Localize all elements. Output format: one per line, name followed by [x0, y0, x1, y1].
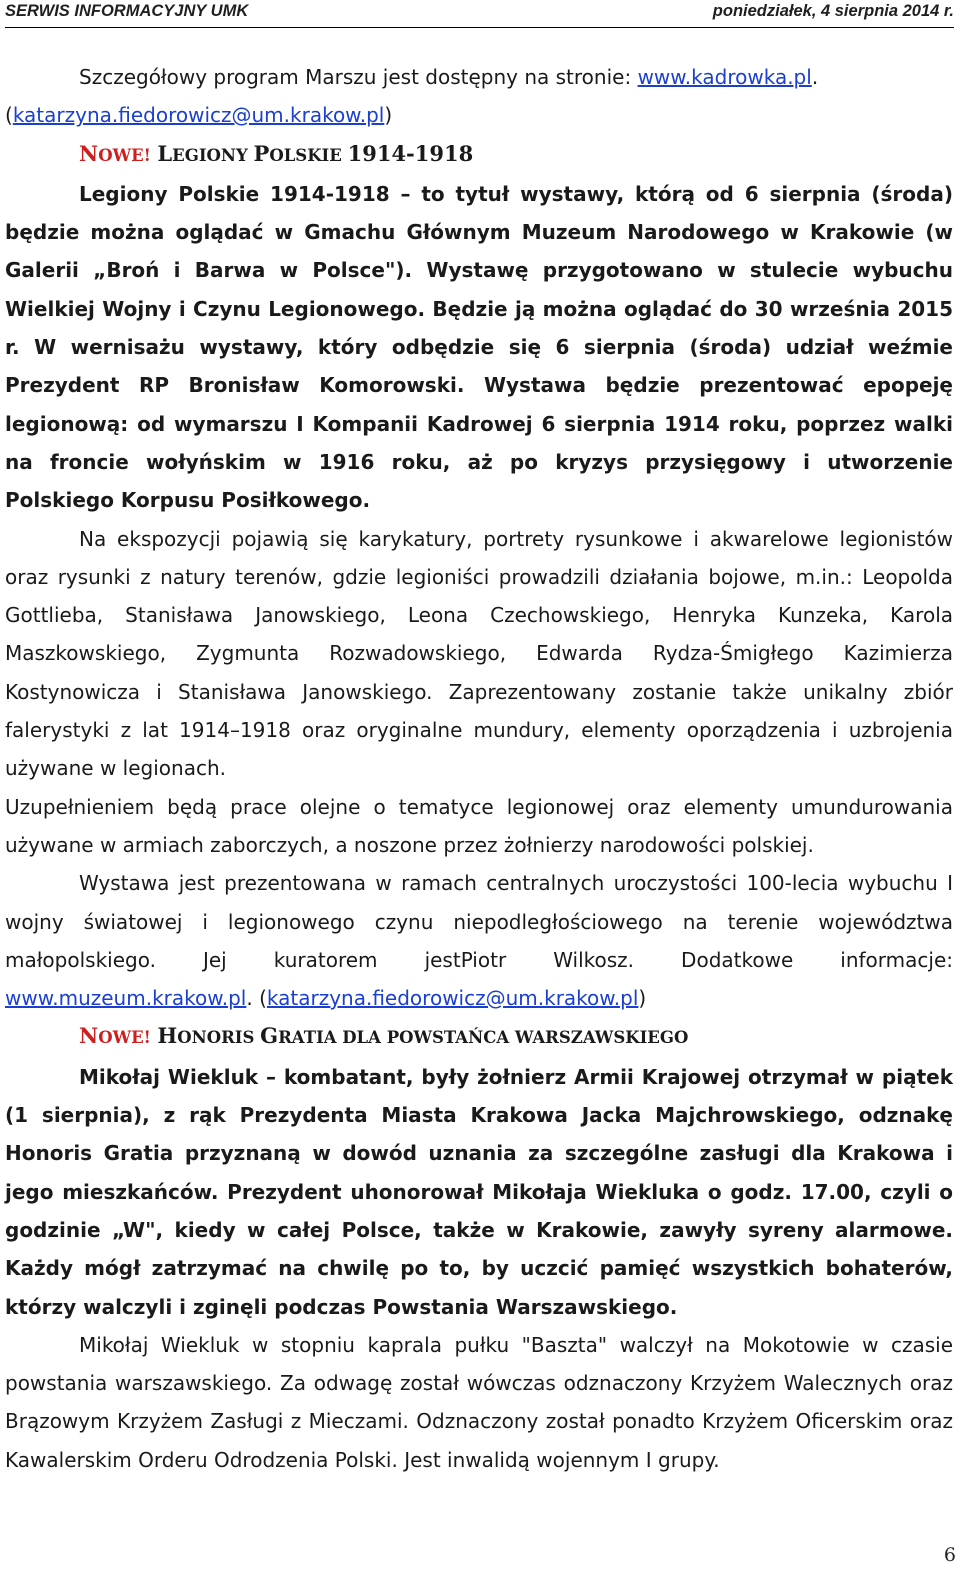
article-lead-legiony: Legiony Polskie 1914-1918 – to tytuł wystawy, którą od 6 sierpnia (środa) będzie można oglądać w Gmachu Głównym Muzeum Narodowego w Krakowie (w Galerii „Broń i Barwa w Polsce"). Wystawę przygotowano w stulecie wybuchu Wielkiej Wojny i Czynu Legionowego. Będzie ją można oglądać do 30 września 2015 r. W wernisażu wystawy, który odbędzie się 6 sierpnia (środa) udział weźmie Prezydent RP Bronisław Komorowski. Wystawa będzie prezentować epopeję legionową: od wymarszu I Kompanii Kadrowej 6 sierpnia 1914 roku, poprzez walki na froncie wołyńskim w 1916 roku, aż po kryzys przysięgowy i utworzenie Polskiego Korpusu Posiłkowego.	[5, 181, 953, 513]
new-badge-first: N	[79, 1023, 99, 1049]
header-date: poniedziałek, 4 sierpnia 2014 r.	[712, 2, 954, 20]
intro-email-link[interactable]: katarzyna.fiedorowicz@um.krakow.pl	[12, 103, 385, 128]
article-heading-honoris: NOWE! HONORIS GRATIA DLA POWSTAŃCA WARSZAWSKIEGO	[79, 1023, 689, 1049]
article-paragraph-supplement: Uzupełnieniem będą prace olejne o tematyce legionowej oraz elementy umundurowania używane w armiach zaborczych, a noszone przez żołnierzy narodowości polskiej.	[5, 794, 953, 857]
new-badge-rest: OWE!	[98, 1028, 151, 1048]
article-paragraph-exposition: Na ekspozycji pojawią się karykatury, portrety rysunkowe i akwarelowe legionistów oraz rysunki z natury terenów, gdzie legioniści prowadzili działania bojowe, m.in.: Leopolda Gottlieba, Stanisława Janowskiego, Leona Czechowskiego, Henryka Kunzeka, Karola Maszkowskiego, Zygmunta Rozwadowskiego, Edwarda Rydza-Śmigłego Kazimierza Kostynowicza i Stanisława Janowskiego. Zaprezentowany zostanie także unikalny zbiór falerystyki z lat 1914–1918 oraz oryginalne mundury, elementy oporządzenia i uzbrojenia używane w legionach.	[5, 526, 953, 781]
page-content	[5, 58, 953, 1479]
article-paragraph-biography: Mikołaj Wiekluk w stopniu kaprala pułku "Baszta" walczył na Mokotowie w czasie powstania warszawskiego. Za odwagę został wówczas odznaczony Krzyżem Walecznych oraz Brązowym Krzyżem Zasługi z Mieczami. Odznaczony został ponadto Krzyżem Oficerskim oraz Kawalerskim Orderu Odrodzenia Polski. Jest inwalidą wojennym I grupy.	[5, 1332, 953, 1472]
new-badge-first: N	[79, 140, 99, 166]
article-email-link[interactable]: katarzyna.fiedorowicz@um.krakow.pl	[266, 986, 639, 1011]
intro-text: Szczegółowy program Marszu jest dostępny na stronie:	[79, 65, 638, 89]
header-publication-title: SERWIS INFORMACYJNY UMK	[5, 2, 249, 20]
intro-paragraph: Szczegółowy program Marszu jest dostępny na stronie: www.kadrowka.pl.	[79, 65, 819, 89]
page-header	[5, 0, 954, 28]
kadrowka-link[interactable]: www.kadrowka.pl	[637, 65, 812, 89]
intro-contact: (katarzyna.fiedorowicz@um.krakow.pl)	[5, 103, 393, 128]
muzeum-link[interactable]: www.muzeum.krakow.pl	[5, 986, 247, 1011]
article-heading-legiony: NOWE! LEGIONY POLSKIE 1914-1918	[79, 140, 474, 166]
page-number: 6	[943, 1544, 956, 1566]
new-badge-rest: OWE!	[98, 145, 151, 165]
article-paragraph-info: Wystawa jest prezentowana w ramach centralnych uroczystości 100-lecia wybuchu I wojny światowej i legionowego czynu niepodległościowego na terenie województwa małopolskiego. Jej kuratorem jestPiotr Wilkosz. Dodatkowe informacje: www.muzeum.krakow.pl. (katarzyna.fiedorowicz@um.krakow.pl)	[5, 871, 953, 1011]
article-lead-honoris: Mikołaj Wiekluk – kombatant, były żołnierz Armii Krajowej otrzymał w piątek (1 sierpnia), z rąk Prezydenta Miasta Krakowa Jacka Majchrowskiego, odznakę Honoris Gratia przyznaną w dowód uznania za szczególne zasługi dla Krakowa i jego mieszkańców. Prezydent uhonorował Mikołaja Wiekluka o godz. 17.00, czyli o godzinie „W", kiedy w całej Polsce, także w Krakowie, zawyły syreny alarmowe. Każdy mógł zatrzymać na chwilę po to, by uczcić pamięć wszystkich bohaterów, którzy walczyli i zginęli podczas Powstania Warszawskiego.	[5, 1064, 953, 1319]
